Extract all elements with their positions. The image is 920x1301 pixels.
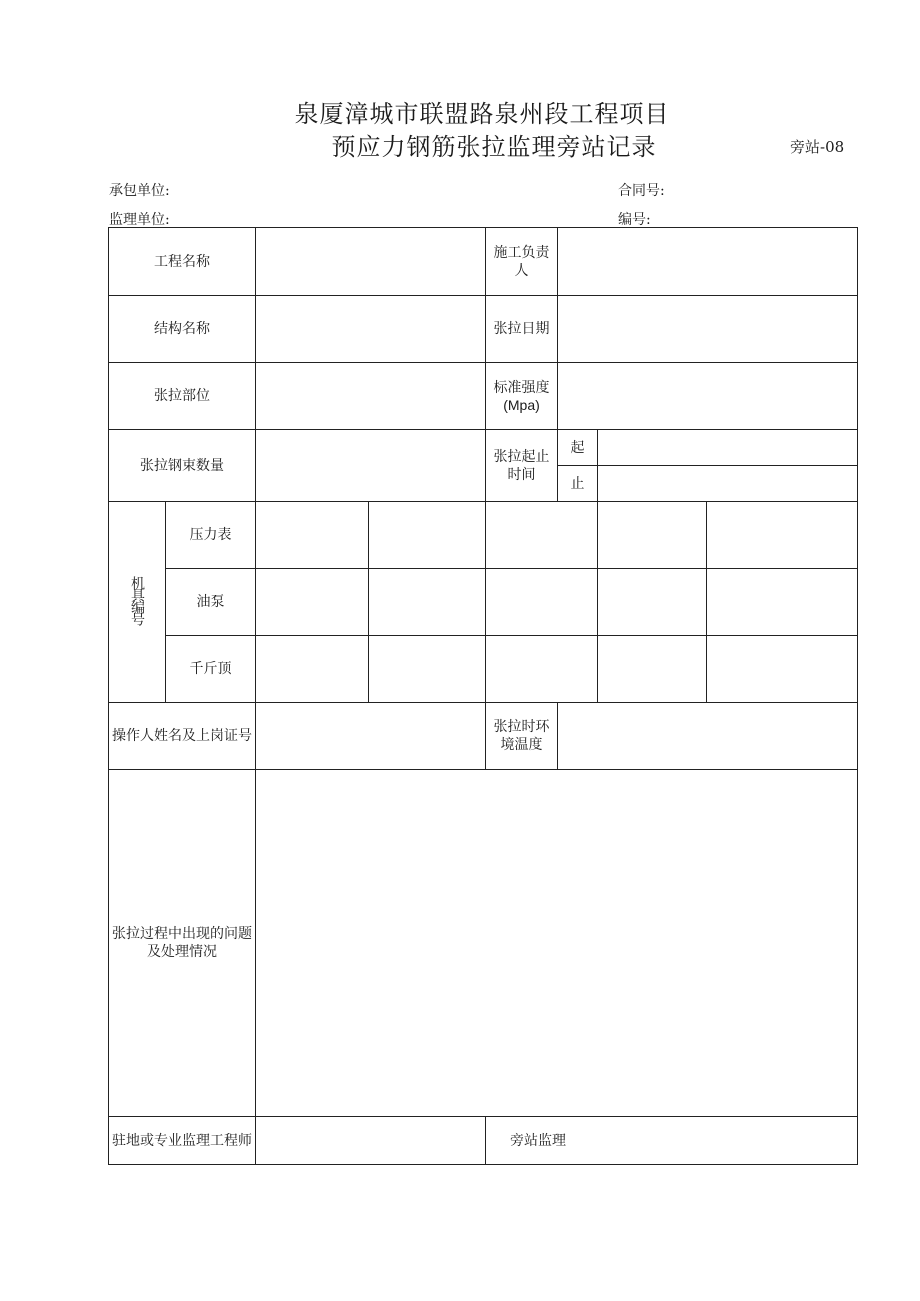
pressure-gauge-label: 压力表 <box>166 502 256 569</box>
tension-location-field[interactable] <box>256 363 486 430</box>
project-name-field[interactable] <box>256 228 486 296</box>
oil-pump-field-4[interactable] <box>598 569 707 636</box>
equipment-no-text: 机具编号 <box>129 575 145 624</box>
jack-field-3[interactable] <box>486 636 598 703</box>
onsite-supervisor-cell[interactable] <box>486 1117 858 1165</box>
pressure-gauge-field-1[interactable] <box>256 502 369 569</box>
contractor-label: 承包单位: <box>109 183 170 199</box>
structure-name-field[interactable] <box>256 296 486 363</box>
equipment-no-label <box>109 502 166 703</box>
tension-date-field[interactable] <box>558 296 858 363</box>
form-code: 旁站-08 <box>790 138 845 156</box>
pressure-gauge-field-2[interactable] <box>369 502 486 569</box>
table-row <box>109 502 858 569</box>
table-row <box>109 636 858 703</box>
engineer-label: 驻地或专业监理工程师 <box>109 1117 256 1165</box>
start-label: 起 <box>558 430 598 466</box>
construction-lead-field[interactable] <box>558 228 858 296</box>
structure-name-label: 结构名称 <box>109 296 256 363</box>
ambient-temp-label: 张拉时环境温度 <box>486 703 558 770</box>
oil-pump-field-2[interactable] <box>369 569 486 636</box>
jack-field-5[interactable] <box>707 636 858 703</box>
onsite-supervisor-label: 旁站监理 <box>510 1132 566 1149</box>
jack-field-4[interactable] <box>598 636 707 703</box>
construction-lead-label: 施工负责人 <box>486 228 558 296</box>
engineer-signature-field[interactable] <box>256 1117 486 1165</box>
end-time-field[interactable] <box>598 466 858 502</box>
project-name-label: 工程名称 <box>109 228 256 296</box>
table-row <box>109 430 858 466</box>
table-row <box>109 296 858 363</box>
jack-label: 千斤顶 <box>166 636 256 703</box>
table-row <box>109 703 858 770</box>
standard-strength-label: 标准强度(Mpa) <box>486 363 558 430</box>
pressure-gauge-field-3[interactable] <box>486 502 598 569</box>
tendon-count-label: 张拉钢束数量 <box>109 430 256 502</box>
start-time-field[interactable] <box>598 430 858 466</box>
supervision-form-table <box>108 227 858 1165</box>
table-row <box>109 770 858 1117</box>
form-title: 预应力钢筋张拉监理旁站记录 <box>331 133 657 161</box>
jack-field-1[interactable] <box>256 636 369 703</box>
oil-pump-label: 油泵 <box>166 569 256 636</box>
tension-date-label: 张拉日期 <box>486 296 558 363</box>
jack-field-2[interactable] <box>369 636 486 703</box>
table-row <box>109 569 858 636</box>
pressure-gauge-field-4[interactable] <box>598 502 707 569</box>
issues-label: 张拉过程中出现的问题及处理情况 <box>109 770 256 1117</box>
tension-time-label: 张拉起止时间 <box>486 430 558 502</box>
end-label: 止 <box>558 466 598 502</box>
table-row <box>109 228 858 296</box>
contract-no-label: 合同号: <box>618 183 665 199</box>
oil-pump-field-1[interactable] <box>256 569 369 636</box>
project-title: 泉厦漳城市联盟路泉州段工程项目 <box>294 100 670 128</box>
standard-strength-field[interactable] <box>558 363 858 430</box>
table-row <box>109 363 858 430</box>
tendon-count-field[interactable] <box>256 430 486 502</box>
tension-location-label: 张拉部位 <box>109 363 256 430</box>
oil-pump-field-5[interactable] <box>707 569 858 636</box>
pressure-gauge-field-5[interactable] <box>707 502 858 569</box>
oil-pump-field-3[interactable] <box>486 569 598 636</box>
supervisor-label: 监理单位: <box>109 212 170 228</box>
issues-field[interactable] <box>256 770 858 1117</box>
operator-field[interactable] <box>256 703 486 770</box>
ambient-temp-field[interactable] <box>558 703 858 770</box>
serial-label: 编号: <box>618 212 651 228</box>
table-row <box>109 1117 858 1165</box>
operator-label: 操作人姓名及上岗证号 <box>109 703 256 770</box>
